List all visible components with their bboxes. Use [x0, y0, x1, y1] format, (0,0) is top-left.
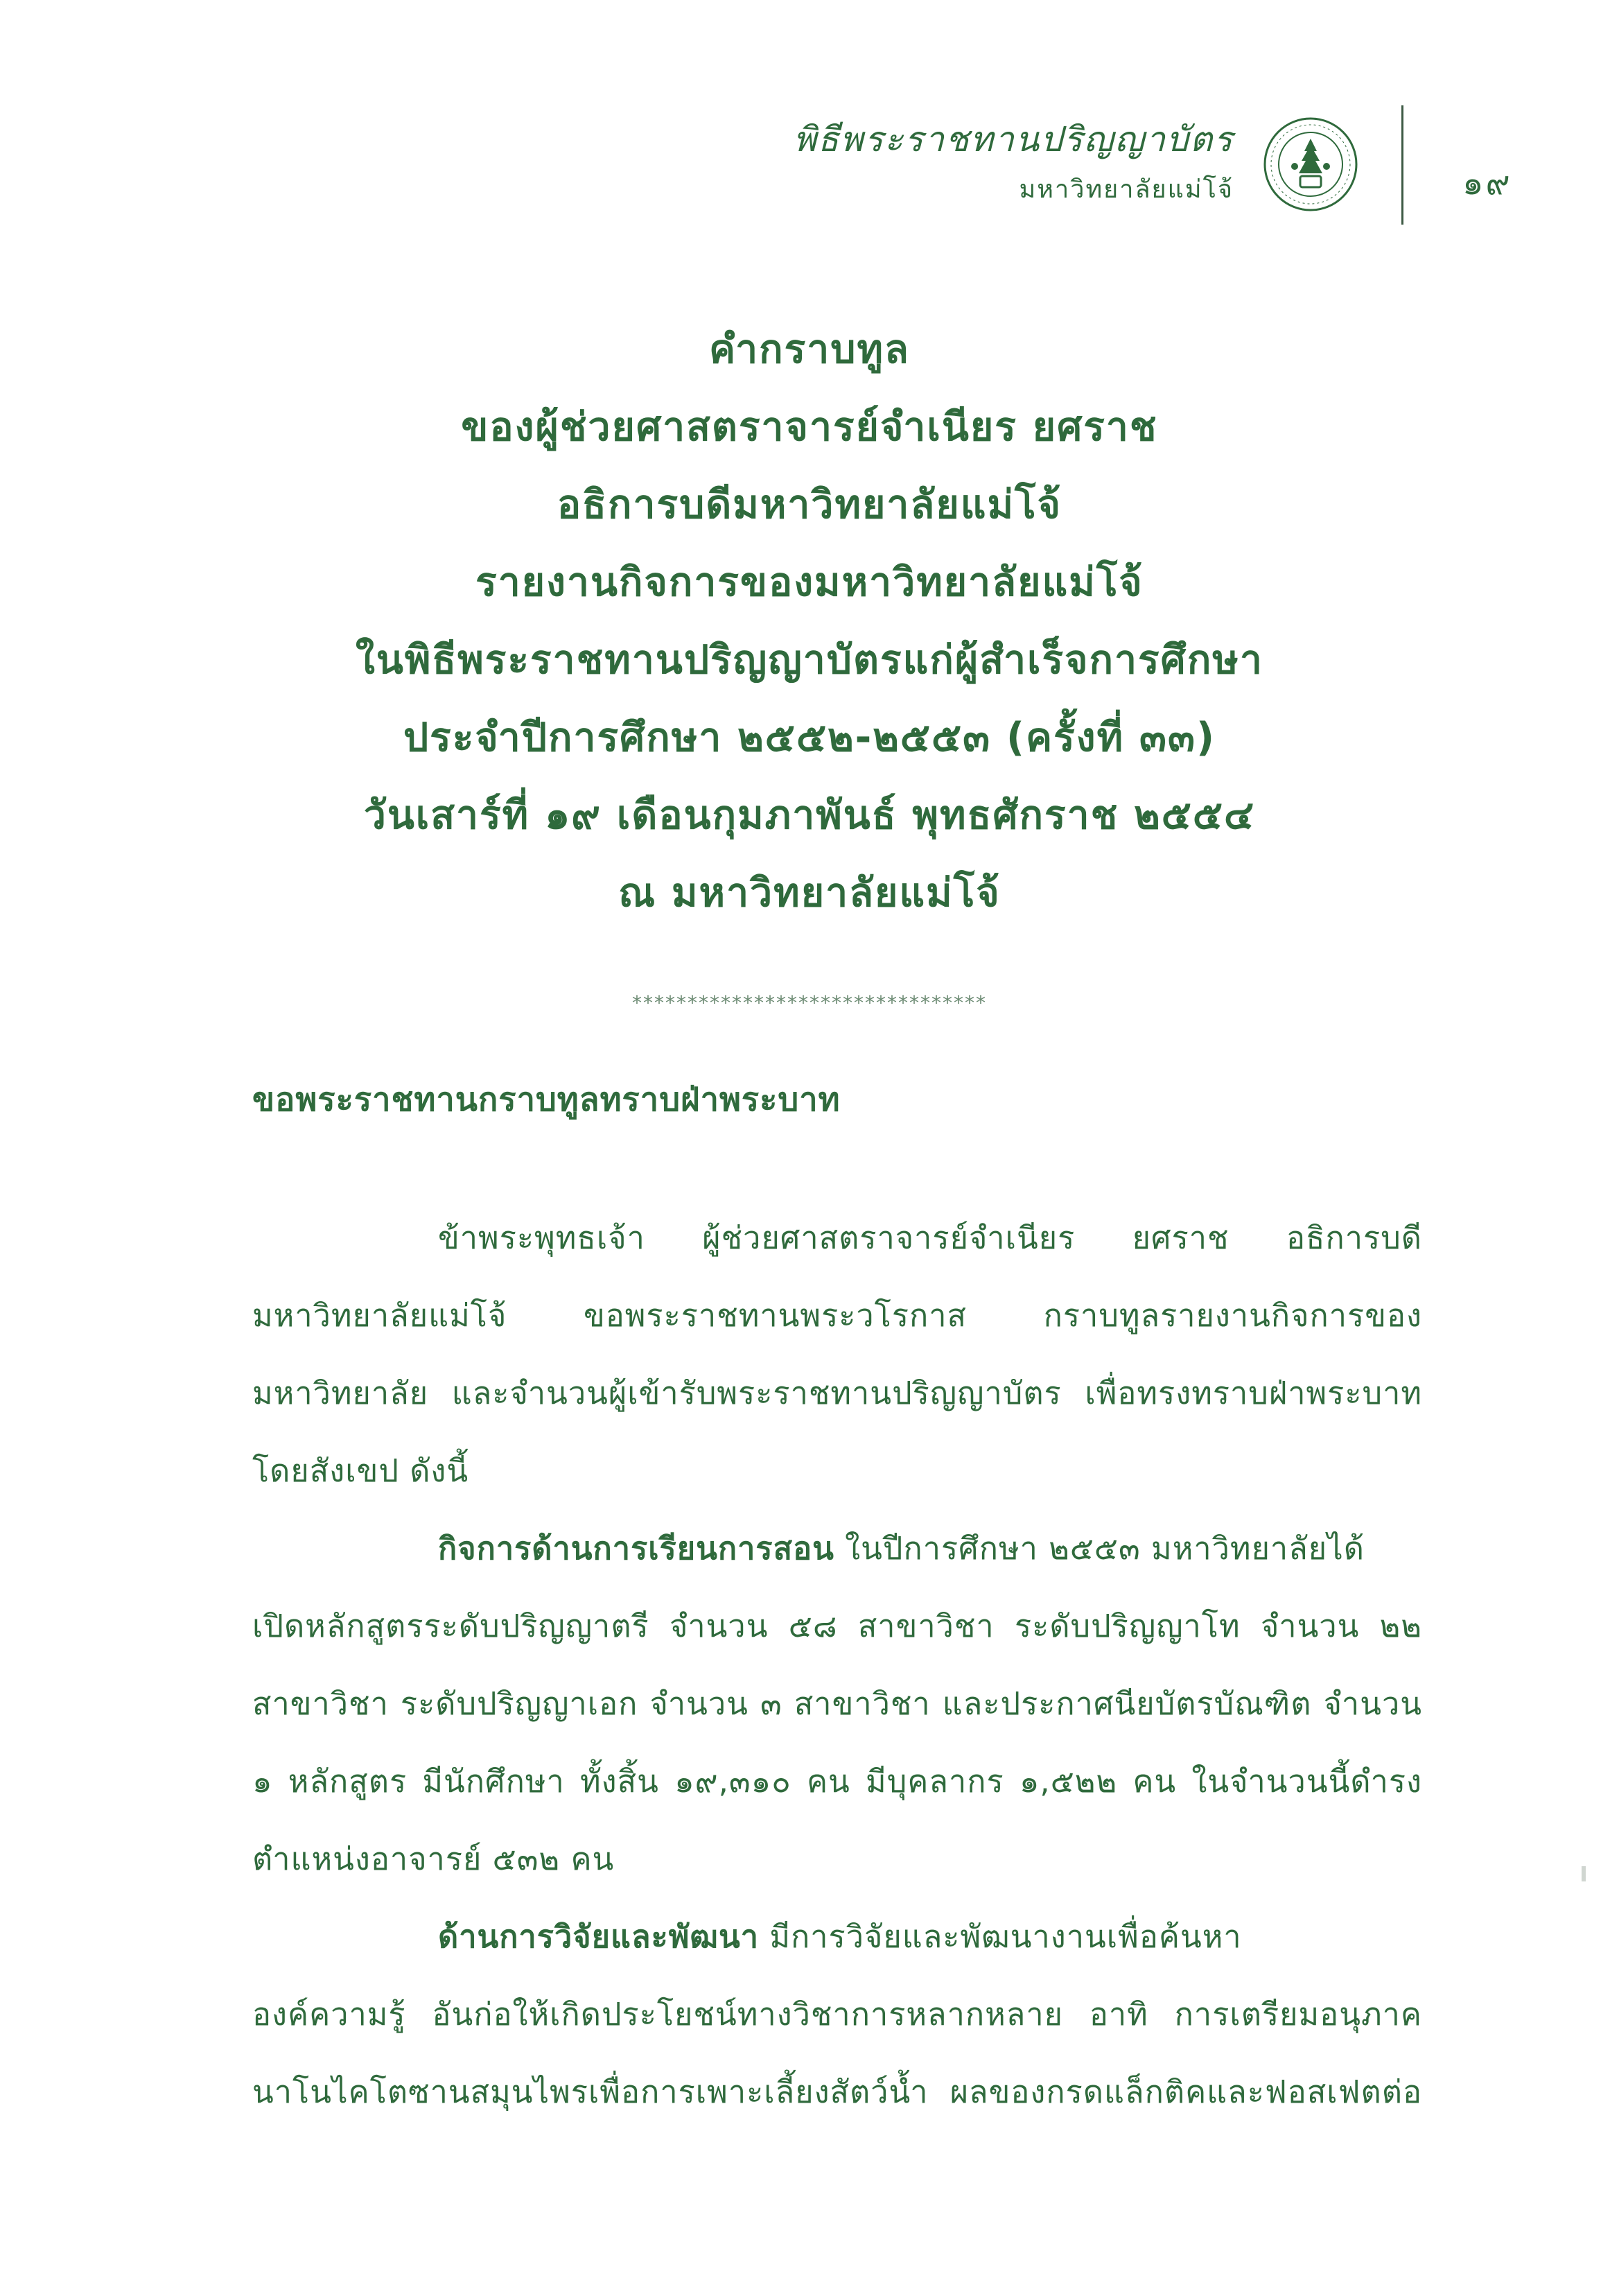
body-text — [252, 1199, 1422, 2131]
heading-line: รายงานกิจการของมหาวิทยาลัยแม่โจ้ — [475, 559, 1144, 605]
page-number: ๑๙ — [1462, 164, 1512, 202]
asterisk-separator: ******************************** — [632, 991, 987, 1014]
paragraph-text: ในปีการศึกษา ๒๕๕๓ มหาวิทยาลัยได้ — [834, 1530, 1365, 1567]
paragraph-line: โดยสังเขป ดังนี้ — [252, 1452, 469, 1489]
paragraph-line: ตำแหน่งอาจารย์ ๕๓๒ คน — [252, 1841, 615, 1877]
section-heading-research: ด้านการวิจัยและพัฒนา — [438, 1918, 760, 1955]
page-header — [0, 0, 1619, 250]
heading-line: อธิการบดีมหาวิทยาลัยแม่โจ้ — [557, 482, 1062, 528]
paragraph-line: นาโนไคโตซานสมุนไพรเพื่อการเพาะเลี้ยงสัตว์น้ำ ผลของกรดแล็กติคและฟอสเฟตต่อ — [252, 2073, 1422, 2110]
heading-line: ณ มหาวิทยาลัยแม่โจ้ — [618, 870, 1001, 916]
heading-line: ประจำปีการศึกษา ๒๕๕๒-๒๕๕๓ (ครั้งที่ ๓๓) — [403, 715, 1216, 760]
section-heading-teaching: กิจการด้านการเรียนการสอน — [438, 1530, 834, 1567]
paragraph-line: องค์ความรู้ อันก่อให้เกิดประโยชน์ทางวิชาการหลากหลาย อาทิ การเตรียมอนุภาค — [252, 1996, 1422, 2033]
paragraph-line: สาขาวิชา ระดับปริญญาเอก จำนวน ๓ สาขาวิชา และประกาศนียบัตรบัณฑิต จำนวน — [252, 1685, 1422, 1722]
heading-line: ของผู้ช่วยศาสตราจารย์จำเนียร ยศราช — [461, 404, 1158, 450]
heading-line: วันเสาร์ที่ ๑๙ เดือนกุมภาพันธ์ พุทธศักราช ๒๕๕๔ — [363, 792, 1256, 838]
paragraph-line: ๑ หลักสูตร มีนักศึกษา ทั้งสิ้น ๑๙,๓๑๐ คน มีบุคลากร ๑,๕๒๒ คน ในจำนวนนี้ดำรง — [252, 1763, 1422, 1800]
paragraph-line: ข้าพระพุทธเจ้า ผู้ช่วยศาสตราจารย์จำเนียร ยศราช อธิการบดี — [438, 1219, 1422, 1256]
paragraph-text: มีการวิจัยและพัฒนางานเพื่อค้นหา — [759, 1918, 1242, 1955]
ceremony-title: พิธีพระราชทานปริญญาบัตร — [793, 119, 1234, 159]
heading-line: คำกราบทูล — [709, 327, 910, 372]
salutation: ขอพระราชทานกราบทูลทราบฝ่าพระบาท — [252, 1081, 841, 1119]
university-seal-icon — [1261, 115, 1360, 214]
document-heading — [0, 311, 1619, 932]
paragraph-line: เปิดหลักสูตรระดับปริญญาตรี จำนวน ๕๘ สาขาวิชา ระดับปริญญาโท จำนวน ๒๒ — [252, 1608, 1422, 1644]
paragraph-line: มหาวิทยาลัยแม่โจ้ ขอพระราชทานพระวโรกาส กราบทูลรายงานกิจการของ — [252, 1297, 1422, 1334]
header-university-name: มหาวิทยาลัยแม่โจ้ — [1019, 175, 1234, 204]
heading-line: ในพิธีพระราชทานปริญญาบัตรแก่ผู้สำเร็จการศึกษา — [356, 637, 1263, 683]
scan-mark — [1582, 1866, 1586, 1881]
paragraph-line — [252, 1510, 1422, 1588]
paragraph-line: มหาวิทยาลัย และจำนวนผู้เข้ารับพระราชทานปริญญาบัตร เพื่อทรงทราบฝ่าพระบาท — [252, 1375, 1422, 1411]
header-divider — [1401, 105, 1403, 225]
paragraph-line — [252, 1898, 1422, 1976]
